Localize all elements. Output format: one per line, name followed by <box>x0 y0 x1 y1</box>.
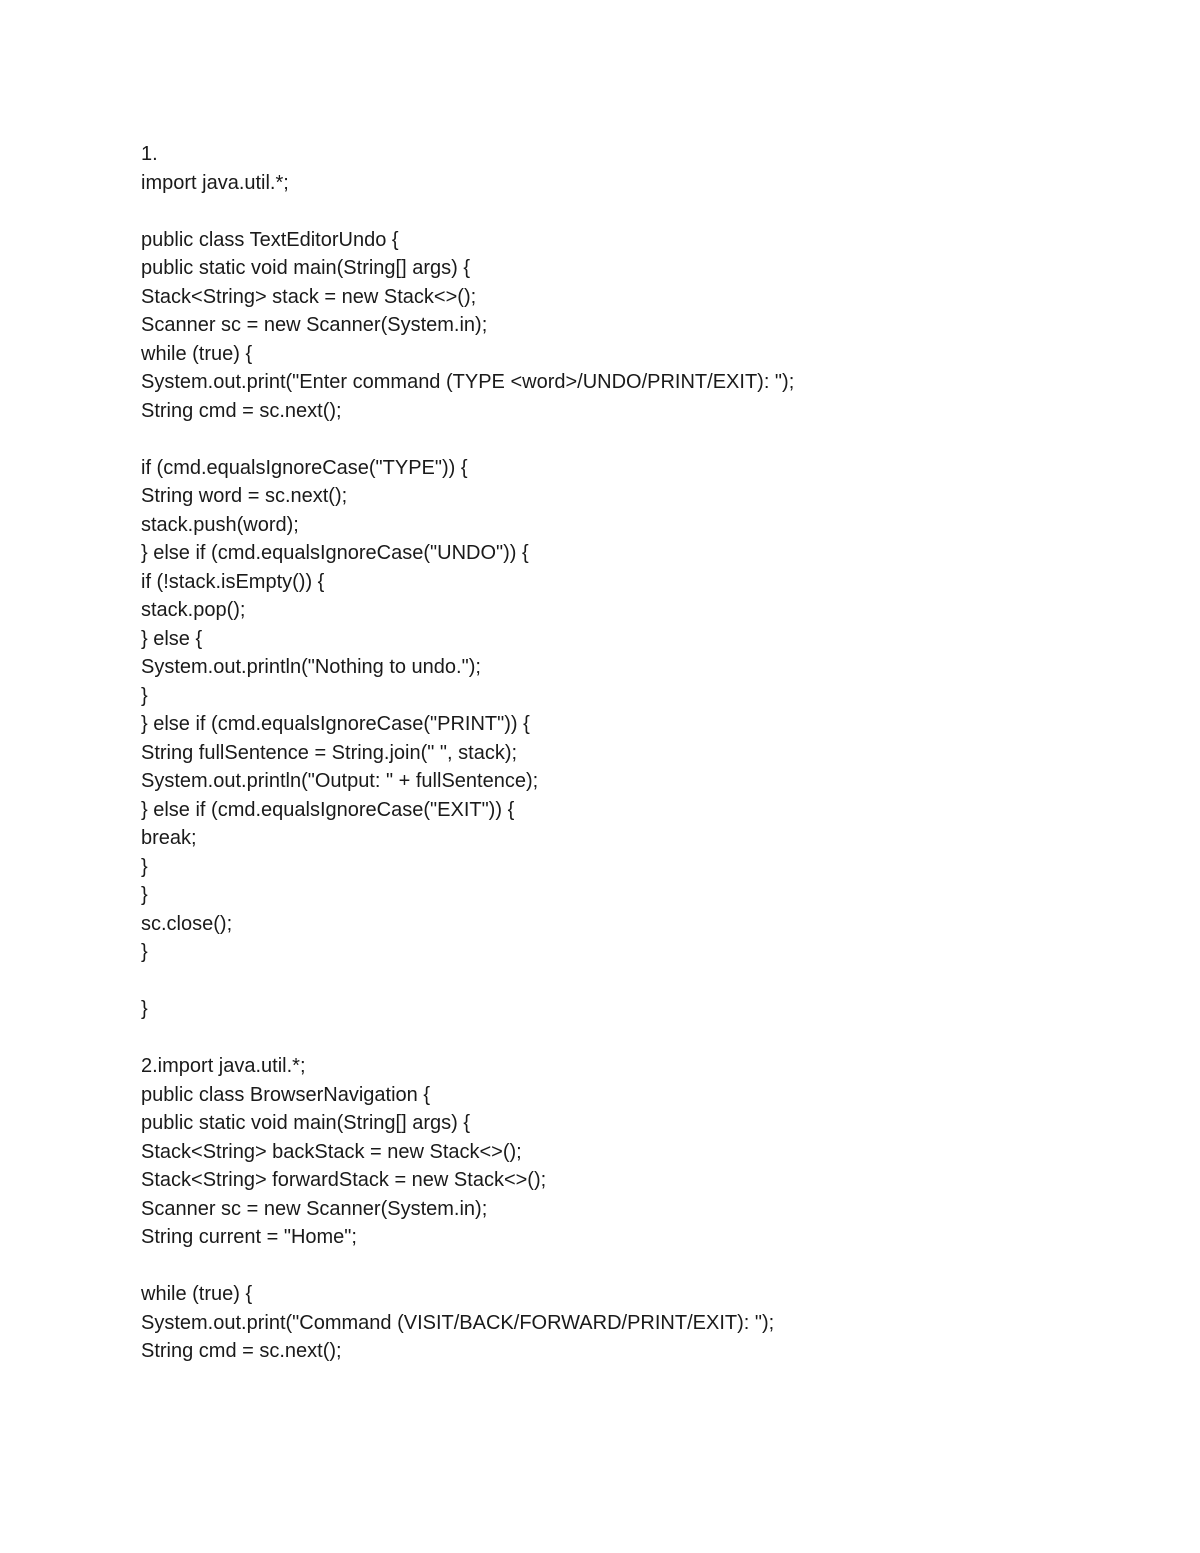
code-line: while (true) { <box>141 342 253 365</box>
code-line: sc.close(); <box>141 912 233 935</box>
code-line: } <box>141 855 148 878</box>
code-line: if (cmd.equalsIgnoreCase("TYPE")) { <box>141 456 468 479</box>
code-line: Scanner sc = new Scanner(System.in); <box>141 1197 488 1220</box>
code-line: 2.import java.util.*; <box>141 1055 306 1077</box>
blank-line <box>141 425 794 454</box>
code-line: 1. <box>141 143 158 165</box>
code-line: Stack<String> forwardStack = new Stack<>(); <box>141 1169 547 1191</box>
code-line: } else if (cmd.equalsIgnoreCase("PRINT")) { <box>141 713 530 735</box>
code-line: while (true) { <box>141 1283 253 1305</box>
blank-line <box>141 197 794 226</box>
code-line: System.out.println("Output: " + fullSentence); <box>141 770 539 792</box>
code-line: stack.push(word); <box>141 513 299 536</box>
code-listing <box>141 140 794 1366</box>
code-line: Stack<String> stack = new Stack<>(); <box>141 285 477 308</box>
code-line: break; <box>141 827 197 849</box>
code-line: public static void main(String[] args) { <box>141 1112 471 1134</box>
code-line: String word = sc.next(); <box>141 485 348 507</box>
code-line: Stack<String> backStack = new Stack<>(); <box>141 1140 522 1163</box>
code-line: String cmd = sc.next(); <box>141 1340 342 1362</box>
code-line: Scanner sc = new Scanner(System.in); <box>141 314 488 336</box>
code-line: } <box>141 998 148 1020</box>
code-line: } else if (cmd.equalsIgnoreCase("EXIT")) { <box>141 798 515 821</box>
code-line: String cmd = sc.next(); <box>141 399 342 422</box>
code-line: String current = "Home"; <box>141 1226 357 1248</box>
code-line: public class TextEditorUndo { <box>141 228 399 251</box>
blank-line <box>141 1024 794 1053</box>
code-line: } else if (cmd.equalsIgnoreCase("UNDO")) { <box>141 542 529 564</box>
code-line: } <box>141 884 148 906</box>
code-line: System.out.println("Nothing to undo."); <box>141 656 481 678</box>
code-line: System.out.print("Command (VISIT/BACK/FORWARD/PRINT/EXIT): "); <box>141 1311 775 1334</box>
blank-line <box>141 967 794 996</box>
code-line: String fullSentence = String.join(" ", stack); <box>141 741 518 764</box>
code-line: public class BrowserNavigation { <box>141 1083 431 1106</box>
code-line: import java.util.*; <box>141 171 289 194</box>
code-line: if (!stack.isEmpty()) { <box>141 570 325 593</box>
code-line: System.out.print("Enter command (TYPE <word>/UNDO/PRINT/EXIT): "); <box>141 371 795 393</box>
code-line: } <box>141 684 148 707</box>
code-line: stack.pop(); <box>141 599 246 621</box>
code-line: } else { <box>141 627 203 650</box>
code-line: public static void main(String[] args) { <box>141 257 471 279</box>
blank-line <box>141 1252 794 1281</box>
code-line: } <box>141 941 148 963</box>
